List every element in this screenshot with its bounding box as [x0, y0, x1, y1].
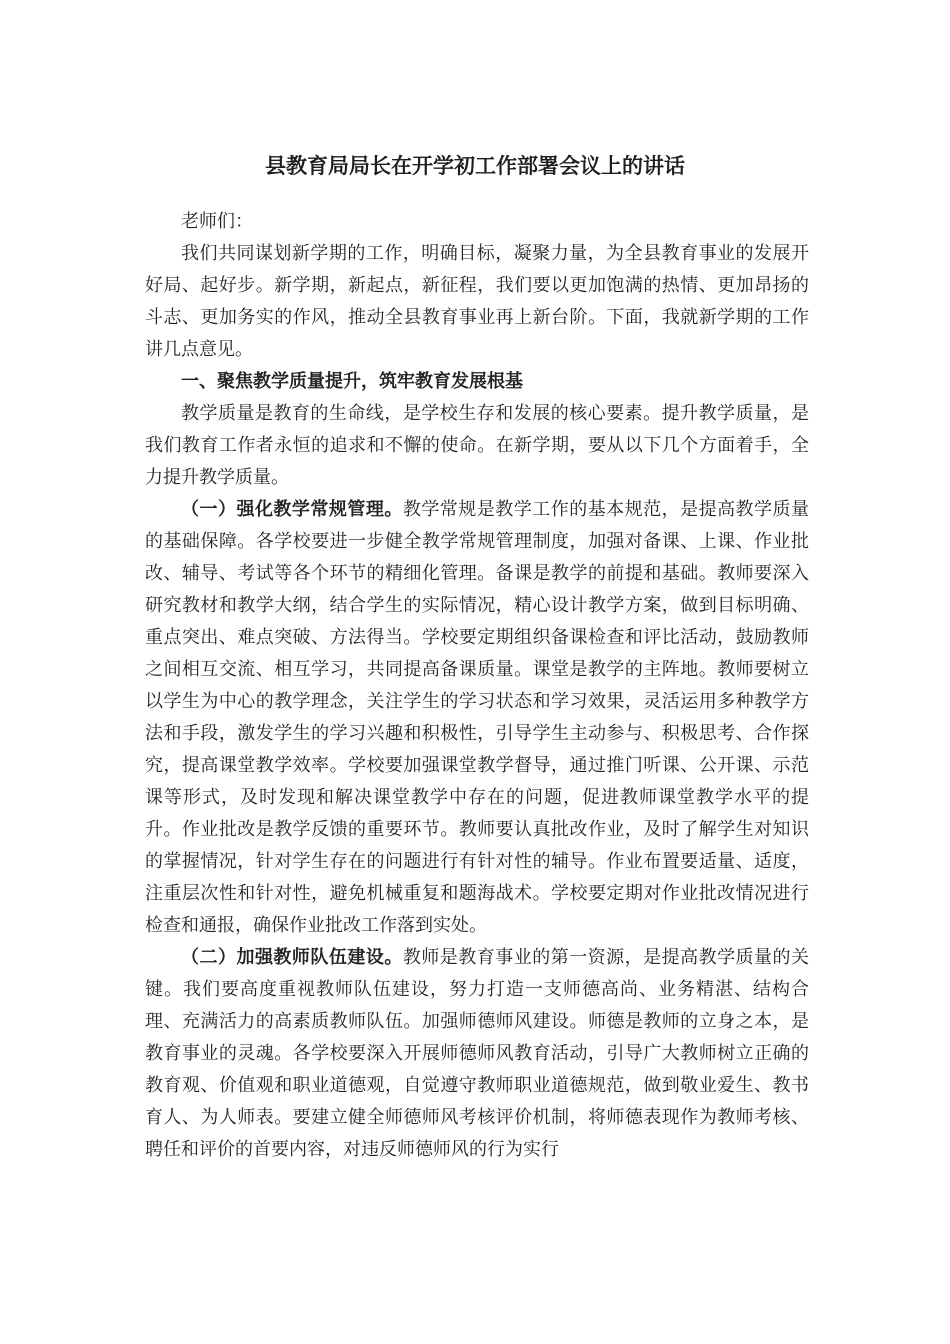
document-title: 县教育局局长在开学初工作部署会议上的讲话	[265, 154, 685, 178]
subsection-1-text: 教学常规是教学工作的基本规范，是提高教学质量的基础保障。各学校要进一步健全教学常规管理制度，加强对备课、上课、作业批改、辅导、考试等各个环节的精细化管理。备课是教学的前提和基础。教师要深入研究教材和教学大纲，结合学生的实际情况，精心设计教学方案，做到目标明确、重点突出、难点突破、方法得当。学校要定期组织备课检查和评比活动，鼓励教师之间相互交流、相互学习，共同提高备课质量。课堂是教学的主阵地。教师要树立以学生为中心的教学理念，关注学生的学习状态和学习效果，灵活运用多种教学方法和手段，激发学生的学习兴趣和积极性，引导学生主动参与、积极思考、合作探究，提高课堂教学效率。学校要加强课堂教学督导，通过推门听课、公开课、示范课等形式，及时发现和解决课堂教学中存在的问题，促进教师课堂教学水平的提升。作业批改是教学反馈的重要环节。教师要认真批改作业，及时了解学生对知识的掌握情况，针对学生存在的问题进行有针对性的辅导。作业布置要适量、适度，注重层次性和针对性，避免机械重复和题海战术。学校要定期对作业批改情况进行检查和通报，确保作业批改工作落到实处。	[145, 499, 810, 936]
salutation: 老师们：	[181, 211, 253, 232]
document-body	[145, 206, 809, 1166]
subsection-1-lead: （一）强化教学常规管理。	[181, 499, 403, 520]
subsection-2-text: 教师是教育事业的第一资源，是提高教学质量的关键。我们要高度重视教师队伍建设，努力打造一支师德高尚、业务精湛、结构合理、充满活力的高素质教师队伍。加强师德师风建设。师德是教师的立身之本，是教育事业的灵魂。各学校要深入开展师德师风教育活动，引导广大教师树立正确的教育观、价值观和职业道德观，自觉遵守教师职业道德规范，做到敬业爱生、教书育人、为人师表。要建立健全师德师风考核评价机制，将师德表现作为教师考核、聘任和评价的首要内容，对违反师德师风的行为实行	[145, 947, 810, 1160]
section-heading-1: 一、聚焦教学质量提升，筑牢教育发展根基	[181, 371, 523, 392]
subsection-2-paragraph	[145, 942, 809, 1166]
subsection-2-lead: （二）加强教师队伍建设。	[181, 947, 403, 968]
section-1-intro-paragraph: 教学质量是教育的生命线，是学校生存和发展的核心要素。提升教学质量，是我们教育工作者永恒的追求和不懈的使命。在新学期，要从以下几个方面着手，全力提升教学质量。	[145, 403, 809, 488]
intro-paragraph: 我们共同谋划新学期的工作，明确目标，凝聚力量，为全县教育事业的发展开好局、起好步。新学期，新起点，新征程，我们要以更加饱满的热情、更加昂扬的斗志、更加务实的作风，推动全县教育事业再上新台阶。下面，我就新学期的工作讲几点意见。	[145, 243, 809, 360]
subsection-1-paragraph	[145, 494, 809, 942]
